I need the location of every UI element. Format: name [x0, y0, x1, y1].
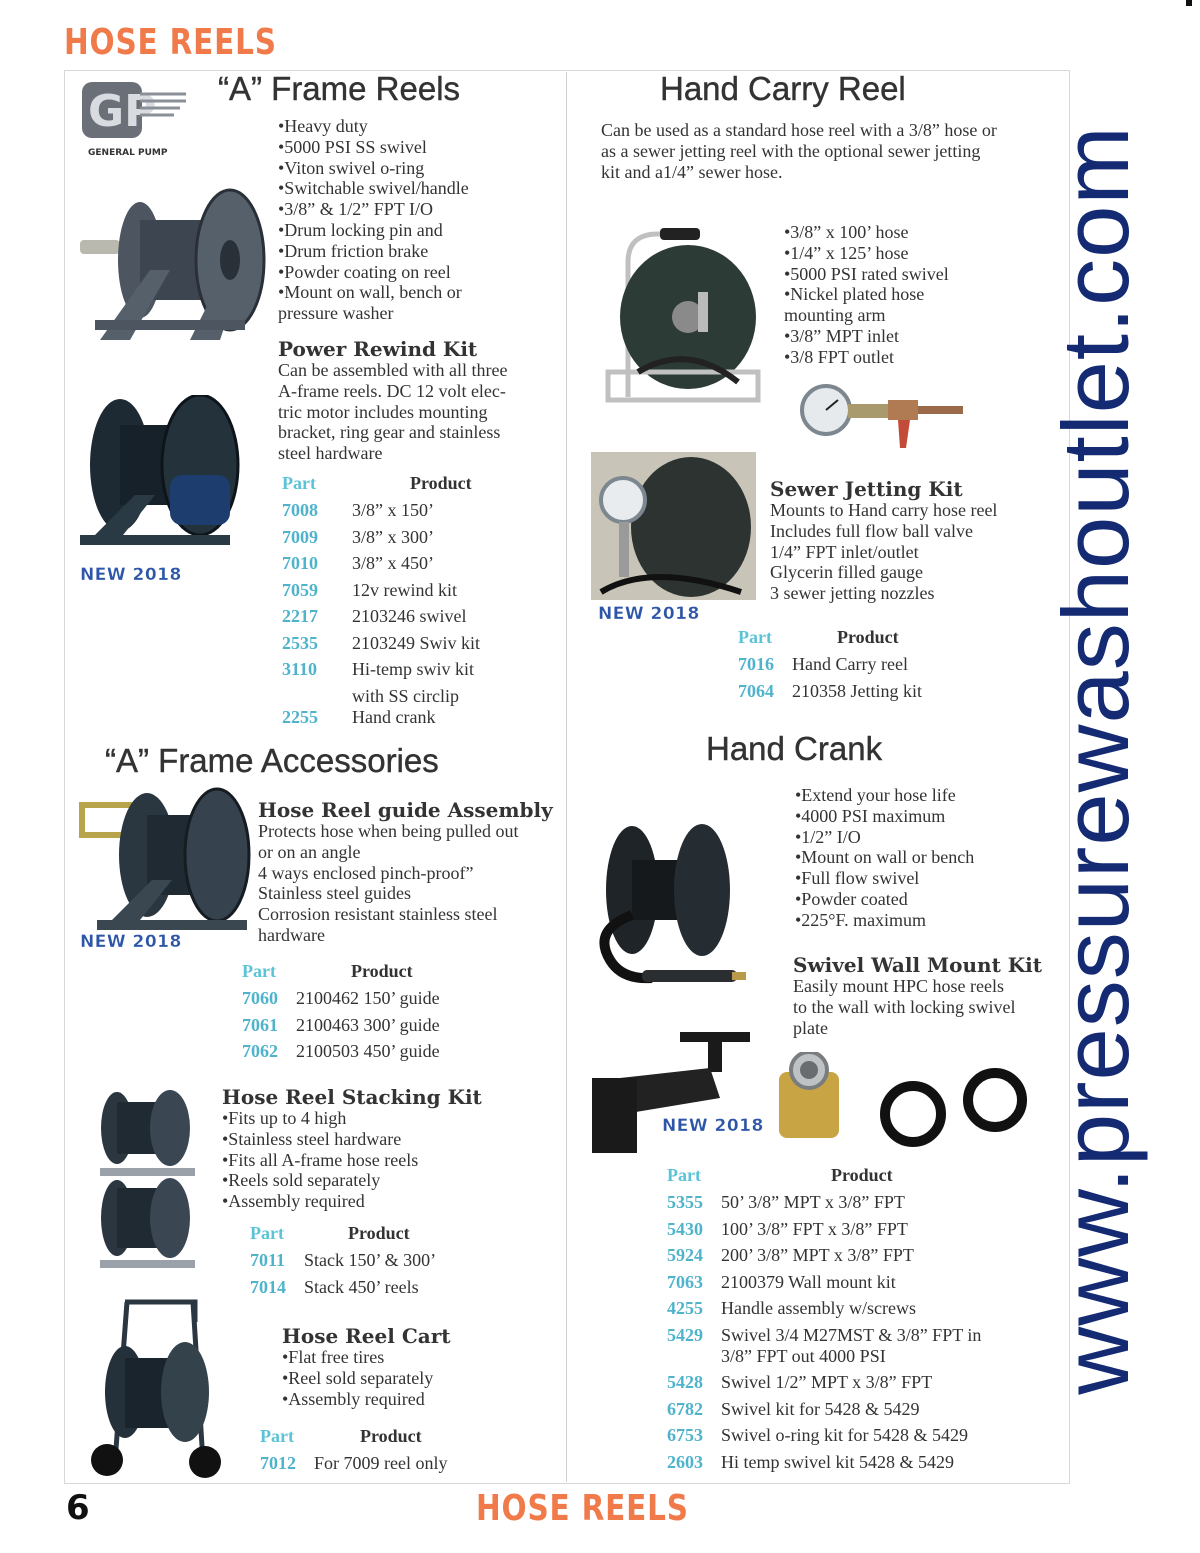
gp-logo-icon — [80, 80, 190, 140]
product-name: 2100462 150’ guide — [296, 988, 440, 1008]
feature-line: •1/2” I/O — [795, 826, 861, 847]
guide-assembly-title: Hose Reel guide Assembly — [258, 798, 553, 822]
logo-text: GENERAL PUMP — [88, 148, 168, 158]
product-name: 100’ 3/8” FPT x 3/8” FPT — [721, 1218, 908, 1239]
product-name: 200’ 3/8” MPT x 3/8” FPT — [721, 1245, 914, 1265]
desc-line: Corrosion resistant stainless steel — [258, 904, 498, 925]
table-row — [282, 686, 480, 707]
intro-line: kit and a1/4” sewer hose. — [601, 161, 783, 182]
part-number: 6753 — [667, 1425, 703, 1445]
hose-reel-cart-title: Hose Reel Cart — [282, 1324, 451, 1348]
stacking-parts-table — [250, 1223, 436, 1303]
desc-line: Stainless steel guides — [258, 883, 411, 904]
desc-line: Can be assembled with all three — [278, 360, 508, 380]
new-2018-badge: NEW 2018 — [662, 1116, 764, 1136]
svg-text:GP: GP — [88, 86, 157, 137]
stacking-kit-title: Hose Reel Stacking Kit — [222, 1085, 482, 1109]
swivel-mount-desc — [793, 976, 1015, 1038]
guide-assembly-desc — [258, 821, 518, 946]
footer-title: HOSE REELS — [476, 1488, 689, 1529]
table-row — [667, 1425, 981, 1452]
part-number: 5430 — [667, 1218, 703, 1239]
part-number: 7016 — [738, 654, 774, 674]
table-row — [242, 1041, 440, 1068]
part-number: 7014 — [250, 1276, 286, 1297]
part-number: 5924 — [667, 1245, 703, 1265]
product-name: 12v rewind kit — [351, 579, 457, 600]
feature-line: •225°F. maximum — [795, 909, 927, 930]
sewer-jetting-desc — [770, 500, 997, 604]
table-row — [667, 1452, 981, 1479]
hand-carry-reel-image — [598, 222, 778, 412]
table-row — [282, 553, 480, 580]
product-name: 2103249 Swiv kit — [351, 632, 480, 653]
feature-line: •5000 PSI SS swivel — [278, 136, 427, 157]
table-row — [250, 1250, 436, 1277]
feature-line: •Full flow swivel — [795, 868, 920, 889]
general-pump-logo — [80, 80, 190, 160]
stacking-kit-image — [92, 1088, 202, 1273]
table-row — [667, 1399, 981, 1426]
desc-line: 1/4” FPT inlet/outlet — [770, 541, 919, 562]
product-name: Handle assembly w/screws — [721, 1298, 916, 1318]
table-row — [667, 1245, 981, 1272]
intro-line: Can be used as a standard hose reel with a 3/8” hose or — [601, 120, 997, 140]
product-header: Product — [348, 1223, 410, 1243]
feature-line: •Viton swivel o-ring — [278, 157, 425, 178]
part-number: 7063 — [667, 1271, 703, 1292]
product-name: Hand crank — [351, 706, 436, 727]
a-frame-parts-table — [282, 473, 480, 733]
wall-mount-image — [590, 1028, 760, 1158]
part-header: Part — [667, 1165, 701, 1185]
product-header: Product — [409, 473, 472, 493]
part-number: 7059 — [282, 579, 318, 600]
product-name: 2100463 300’ guide — [296, 1014, 440, 1035]
jetting-gauge-image — [798, 380, 968, 460]
desc-line: to the wall with locking swivel — [793, 996, 1016, 1017]
hand-crank-parts-table — [667, 1165, 981, 1478]
product-name: 210358 Jetting kit — [792, 680, 922, 701]
part-number: 2603 — [667, 1451, 703, 1472]
desc-line: Mounts to Hand carry hose reel — [770, 500, 998, 520]
desc-line: hardware — [258, 924, 325, 945]
product-name: Hi temp swivel kit 5428 & 5429 — [721, 1451, 954, 1472]
product-name: Hi-temp swiv kit — [351, 659, 474, 679]
hand-crank-image — [592, 820, 752, 1000]
part-number: 3110 — [282, 659, 318, 679]
guide-parts-table — [242, 961, 440, 1068]
part-number: 7060 — [242, 988, 278, 1008]
part-number — [282, 686, 352, 707]
part-header: Part — [282, 473, 316, 493]
product-header: Product — [351, 961, 413, 981]
part-number: 5429 — [667, 1324, 703, 1345]
a-frame-title: “A” Frame Reels — [218, 70, 461, 107]
feature-line: •Mount on wall, bench or — [278, 282, 462, 303]
feature-line: •1/4” x 125’ hose — [784, 242, 909, 263]
desc-line: 4 ways enclosed pinch-proof” — [258, 862, 474, 883]
feature-line: •Switchable swivel/handle — [278, 178, 469, 199]
power-rewind-desc — [278, 360, 507, 464]
desc-line: plate — [793, 1017, 828, 1038]
part-header: Part — [242, 961, 276, 981]
new-2018-badge: NEW 2018 — [598, 604, 700, 624]
feature-line: •Reel sold separately — [282, 1367, 434, 1388]
feature-line: •Extend your hose life — [795, 785, 956, 805]
product-name: Swivel 3/4 M27MST & 3/8” FPT in — [721, 1324, 982, 1345]
desc-line: Easily mount HPC hose reels — [793, 976, 1004, 996]
feature-line: •Assembly required — [282, 1388, 425, 1409]
part-number: 2255 — [282, 706, 318, 727]
accessories-title: “A” Frame Accessories — [105, 742, 439, 779]
product-header: Product — [831, 1165, 893, 1185]
table-row — [282, 707, 480, 734]
hose-reel-cart-image — [85, 1292, 225, 1482]
product-name: For 7009 reel only — [314, 1453, 448, 1473]
part-number: 7062 — [242, 1041, 278, 1061]
product-name: 3/8” x 300’ — [351, 526, 434, 547]
feature-line: •Nickel plated hose — [784, 284, 925, 305]
product-name: Stack 450’ reels — [304, 1276, 419, 1297]
product-name: Swivel kit for 5428 & 5429 — [721, 1398, 920, 1419]
product-header: Product — [837, 627, 899, 647]
corner-mark — [1186, 0, 1192, 6]
feature-line: •3/8 FPT outlet — [784, 346, 894, 367]
desc-line: 3 sewer jetting nozzles — [770, 583, 935, 604]
part-number: 5355 — [667, 1192, 703, 1212]
hand-crank-title: Hand Crank — [706, 730, 883, 767]
table-row — [667, 1192, 981, 1219]
hand-carry-features — [784, 222, 949, 368]
part-number: 4255 — [667, 1298, 703, 1318]
part-number: 7009 — [282, 526, 318, 547]
sewer-jetting-image — [591, 452, 756, 600]
part-header: Part — [250, 1223, 284, 1243]
part-header: Part — [738, 627, 772, 647]
product-name: Hand Carry reel — [792, 654, 908, 674]
new-2018-badge: NEW 2018 — [80, 565, 182, 585]
table-row — [667, 1219, 981, 1246]
column-divider — [566, 72, 567, 1482]
product-name: Stack 150’ & 300’ — [304, 1250, 437, 1270]
part-number: 6782 — [667, 1398, 703, 1419]
hand-carry-intro — [601, 120, 997, 182]
cart-parts-table — [260, 1426, 447, 1480]
part-number: 7008 — [282, 500, 318, 520]
table-row — [282, 527, 480, 554]
desc-line: Protects hose when being pulled out — [258, 821, 519, 841]
feature-line: •Reels sold separately — [222, 1170, 381, 1191]
feature-line: •5000 PSI rated swivel — [784, 263, 949, 284]
part-number: 5428 — [667, 1372, 703, 1392]
part-number: 7011 — [250, 1250, 286, 1270]
power-rewind-title: Power Rewind Kit — [278, 337, 478, 361]
feature-line: •Fits up to 4 high — [222, 1108, 347, 1128]
hand-carry-parts-table — [738, 627, 922, 707]
part-number — [667, 1346, 721, 1373]
product-header: Product — [360, 1426, 422, 1446]
desc-line: or on an angle — [258, 841, 361, 862]
part-number: 7010 — [282, 553, 318, 573]
product-name: Swivel o-ring kit for 5428 & 5429 — [721, 1425, 968, 1445]
product-name: 2100379 Wall mount kit — [721, 1271, 896, 1292]
section-header: HOSE REELS — [64, 22, 277, 63]
table-row — [282, 580, 480, 607]
hand-carry-title: Hand Carry Reel — [660, 70, 906, 107]
table-row — [667, 1372, 981, 1399]
feature-line: •Heavy duty — [278, 116, 368, 136]
power-rewind-image — [75, 395, 255, 555]
table-row — [667, 1298, 981, 1325]
feature-line: •Drum friction brake — [278, 240, 429, 261]
product-name: 3/8” x 150’ — [351, 500, 434, 520]
product-name: 3/8” FPT out 4000 PSI — [721, 1345, 886, 1366]
feature-line: •Fits all A-frame hose reels — [222, 1149, 419, 1170]
table-row — [282, 500, 480, 527]
product-name: 3/8” x 450’ — [351, 553, 434, 573]
table-row — [282, 659, 480, 686]
part-number: 2535 — [282, 632, 318, 653]
part-number: 7012 — [260, 1453, 296, 1473]
page-number: 6 — [66, 1488, 90, 1528]
part-number: 7064 — [738, 680, 774, 701]
table-row — [667, 1346, 981, 1373]
desc-line: Includes full flow ball valve — [770, 520, 973, 541]
feature-line: •Powder coating on reel — [278, 261, 451, 282]
table-row — [250, 1277, 436, 1304]
a-frame-reel-image — [70, 180, 270, 345]
feature-line: •Drum locking pin and — [278, 219, 443, 240]
table-row — [667, 1325, 981, 1346]
swivel-mount-title: Swivel Wall Mount Kit — [793, 953, 1042, 977]
desc-line: A-frame reels. DC 12 volt elec- — [278, 380, 506, 401]
product-name: Swivel 1/2” MPT x 3/8” FPT — [721, 1372, 933, 1392]
desc-line: bracket, ring gear and stainless — [278, 422, 501, 443]
website-url[interactable]: www.pressurewashoutlet.com — [1043, 125, 1148, 1395]
product-name: 2103246 swivel — [351, 606, 467, 626]
table-row — [667, 1272, 981, 1299]
new-2018-badge: NEW 2018 — [80, 932, 182, 952]
feature-line: •Assembly required — [222, 1191, 365, 1212]
table-row — [282, 606, 480, 633]
product-name: with SS circlip — [351, 685, 459, 706]
product-name: 2100503 450’ guide — [296, 1041, 440, 1061]
feature-line: •3/8” & 1/2” FPT I/O — [278, 199, 433, 220]
table-row — [260, 1453, 447, 1480]
table-row — [738, 654, 922, 681]
part-number: 7061 — [242, 1014, 278, 1035]
sewer-jetting-title: Sewer Jetting Kit — [770, 477, 963, 501]
hand-crank-features — [795, 785, 974, 931]
stacking-kit-features — [222, 1108, 418, 1212]
guide-assembly-image — [72, 785, 252, 935]
feature-line: mounting arm — [784, 305, 886, 326]
feature-line: •Stainless steel hardware — [222, 1128, 402, 1149]
feature-line: pressure washer — [278, 303, 394, 324]
swivel-parts-image — [775, 1052, 1035, 1152]
product-name: 50’ 3/8” MPT x 3/8” FPT — [721, 1192, 905, 1212]
desc-line: Glycerin filled gauge — [770, 562, 923, 583]
feature-line: •4000 PSI maximum — [795, 805, 946, 826]
feature-line: •Mount on wall or bench — [795, 847, 975, 868]
feature-line: •Flat free tires — [282, 1347, 385, 1367]
table-row — [738, 681, 922, 708]
a-frame-features — [278, 116, 469, 324]
desc-line: steel hardware — [278, 443, 383, 464]
feature-line: •Powder coated — [795, 888, 908, 909]
table-row — [242, 988, 440, 1015]
feature-line: •3/8” x 100’ hose — [784, 222, 909, 242]
feature-line: •3/8” MPT inlet — [784, 325, 899, 346]
part-number: 2217 — [282, 606, 318, 626]
intro-line: as a sewer jetting reel with the optional sewer jetting — [601, 140, 981, 161]
table-row — [282, 633, 480, 660]
hose-reel-cart-features — [282, 1347, 433, 1409]
table-row — [242, 1015, 440, 1042]
desc-line: tric motor includes mounting — [278, 401, 488, 422]
part-header: Part — [260, 1426, 294, 1446]
